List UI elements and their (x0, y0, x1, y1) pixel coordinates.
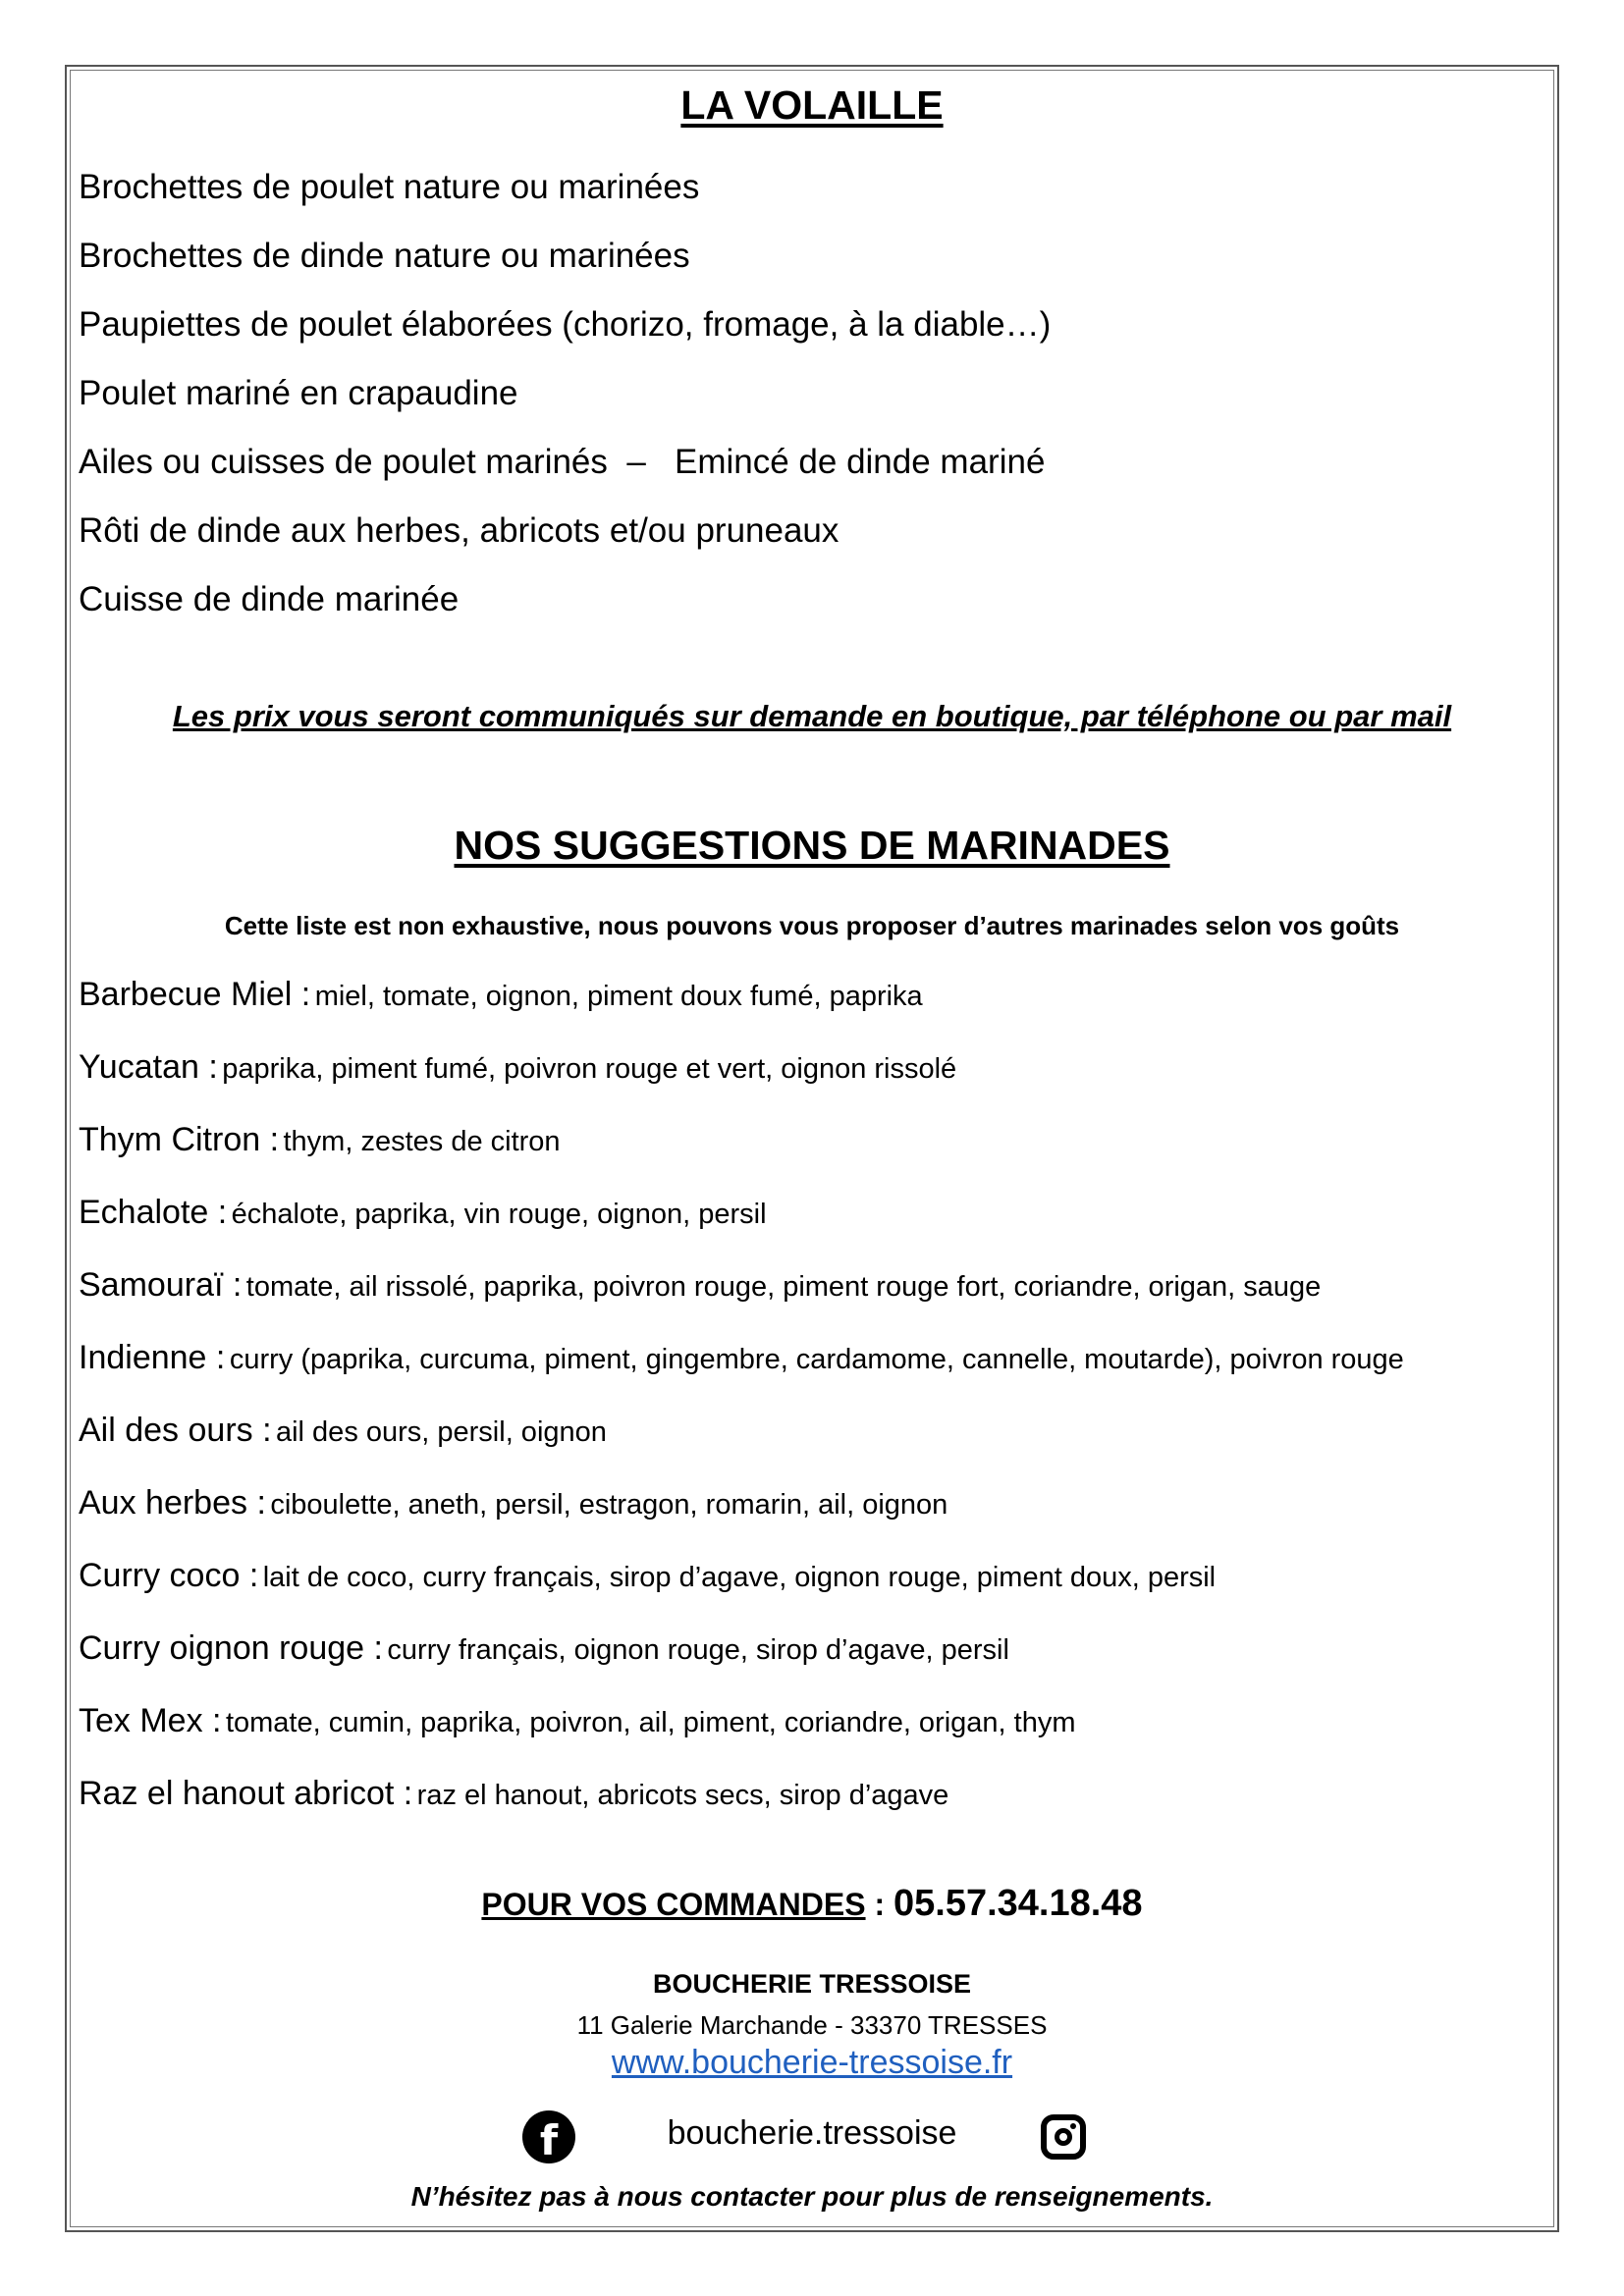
list-item: Paupiettes de poulet élaborées (chorizo, fromage, à la diable…) (79, 305, 1052, 344)
list-item (79, 1042, 1404, 1115)
volaille-title: LA VOLAILLE (680, 82, 944, 128)
marinade-name: Echalote : (79, 1194, 228, 1231)
list-item (79, 1551, 1404, 1624)
marinade-name: Raz el hanout abricot : (79, 1775, 413, 1812)
marinade-desc: raz el hanout, abricots secs, sirop d’agave (416, 1780, 949, 1811)
list-item (79, 1188, 1404, 1260)
list-item (79, 1624, 1404, 1696)
list-item (79, 1260, 1404, 1333)
marinade-desc: lait de coco, curry français, sirop d’agave, oignon rouge, piment doux, persil (262, 1562, 1217, 1593)
marinade-desc: tomate, cumin, paprika, poivron, ail, piment, coriandre, origan, thym (225, 1707, 1076, 1738)
marinades-title: NOS SUGGESTIONS DE MARINADES (454, 823, 1170, 868)
order-colon: : (865, 1887, 893, 1922)
social-handle: boucherie.tressoise (667, 2114, 957, 2152)
marinade-name: Yucatan : (79, 1048, 218, 1086)
marinade-name: Curry oignon rouge : (79, 1629, 383, 1667)
marinade-desc: ciboulette, aneth, persil, estragon, romarin, ail, oignon (270, 1489, 948, 1521)
marinade-desc: échalote, paprika, vin rouge, oignon, persil (231, 1199, 767, 1230)
list-item (79, 970, 1404, 1042)
list-item (79, 1333, 1404, 1406)
list-item (79, 1478, 1404, 1551)
marinade-desc: paprika, piment fumé, poivron rouge et vert, oignon rissolé (222, 1053, 957, 1085)
marinade-name: Ail des ours : (79, 1412, 272, 1449)
marinade-desc: curry français, oignon rouge, sirop d’agave, persil (387, 1634, 1009, 1666)
instagram-icon[interactable] (1041, 2114, 1086, 2160)
marinade-desc: curry (paprika, curcuma, piment, gingembre, cardamome, cannelle, moutarde), poivron rouge (229, 1344, 1404, 1375)
contact-note: N’hésitez pas à nous contacter pour plus de renseignements. (410, 2181, 1214, 2212)
list-item: Cuisse de dinde marinée (79, 580, 460, 618)
marinades-list (79, 970, 1404, 1842)
facebook-glyph: f (539, 2116, 559, 2164)
instagram-dot (1070, 2123, 1076, 2129)
instagram-lens (1055, 2128, 1072, 2146)
marinade-name: Indienne : (79, 1339, 226, 1376)
order-phone: 05.57.34.18.48 (893, 1883, 1143, 1924)
shop-address: 11 Galerie Marchande - 33370 TRESSES (576, 2010, 1048, 2040)
marinades-subtitle: Cette liste est non exhaustive, nous pouvons vous proposer d’autres marinades selon vos goûts (224, 911, 1400, 940)
list-item (79, 1406, 1404, 1478)
shop-name: BOUCHERIE TRESSOISE (652, 1969, 972, 1999)
price-note: Les prix vous seront communiqués sur demande en boutique, par téléphone ou par mail (172, 699, 1452, 733)
marinade-name: Tex Mex : (79, 1702, 222, 1739)
website-link[interactable]: www.boucherie-tressoise.fr (611, 2044, 1013, 2081)
marinade-desc: thym, zestes de citron (283, 1126, 561, 1157)
list-item: Brochettes de dinde nature ou marinées (79, 237, 690, 275)
list-item (79, 1115, 1404, 1188)
marinade-name: Curry coco : (79, 1557, 259, 1594)
marinade-desc: ail des ours, persil, oignon (275, 1416, 607, 1448)
marinade-name: Barbecue Miel : (79, 976, 311, 1013)
social-row (0, 2109, 1624, 2167)
marinade-name: Aux herbes : (79, 1484, 266, 1522)
list-item: Brochettes de poulet nature ou marinées (79, 168, 700, 206)
marinade-name: Samouraï : (79, 1266, 243, 1304)
list-item: Poulet mariné en crapaudine (79, 374, 518, 412)
list-item: Rôti de dinde aux herbes, abricots et/ou pruneaux (79, 511, 839, 550)
order-line (0, 1883, 1624, 1925)
order-label: POUR VOS COMMANDES (481, 1887, 866, 1922)
marinade-desc: miel, tomate, oignon, piment doux fumé, paprika (314, 981, 923, 1012)
list-item (79, 1696, 1404, 1769)
marinade-desc: tomate, ail rissolé, paprika, poivron rouge, piment rouge fort, coriandre, origan, sauge (245, 1271, 1322, 1303)
volaille-list (79, 163, 1051, 644)
list-item: Ailes ou cuisses de poulet marinés – Emincé de dinde mariné (79, 443, 1046, 481)
marinade-name: Thym Citron : (79, 1121, 280, 1158)
list-item (79, 1769, 1404, 1842)
